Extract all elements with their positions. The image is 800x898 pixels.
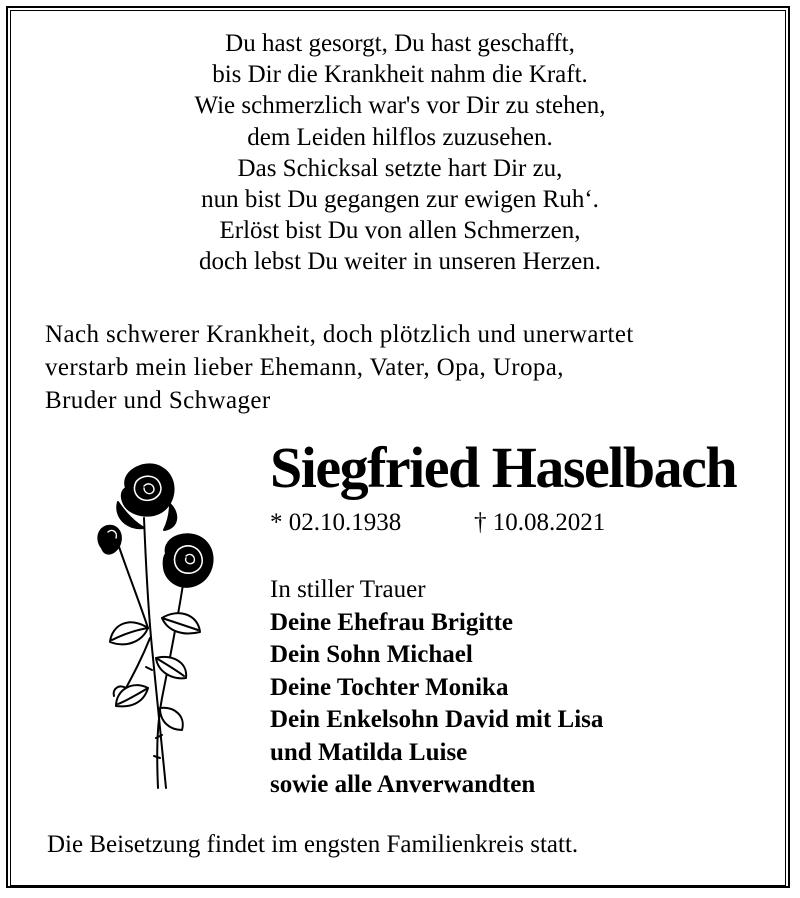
intro-line: verstarb mein lieber Ehemann, Vater, Opa, Uropa,	[45, 354, 564, 381]
deceased-name: Siegfried Haselbach	[270, 435, 737, 500]
poem-line: Das Schicksal setzte hart Dir zu,	[237, 154, 563, 182]
burial-notice: Die Beisetzung findet im engsten Familienkreis statt.	[47, 831, 579, 858]
poem-line: doch lebst Du weiter in unseren Herzen.	[199, 248, 601, 276]
mourner-line: Deine Ehefrau Brigitte	[270, 608, 514, 636]
intro-text	[45, 318, 785, 417]
life-dates	[270, 508, 606, 538]
mourner-line: Dein Enkelsohn David mit Lisa	[270, 706, 604, 733]
death-date: † 10.08.2021	[474, 509, 606, 536]
mourners-heading: In stiller Trauer	[270, 576, 426, 603]
birth-date: * 02.10.1938	[270, 509, 402, 536]
mourner-line: und Matilda Luise	[270, 738, 468, 766]
mourner-line: Dein Sohn Michael	[270, 641, 473, 668]
poem-line: Du hast gesorgt, Du hast geschafft,	[225, 30, 575, 57]
intro-line: Bruder und Schwager	[45, 387, 271, 414]
poem	[0, 28, 800, 278]
poem-line: nun bist Du gegangen zur ewigen Ruh‘.	[201, 186, 599, 214]
mourner-line: Deine Tochter Monika	[270, 673, 509, 701]
rose-icon	[86, 458, 226, 798]
poem-line: dem Leiden hilflos zuzusehen.	[247, 123, 553, 151]
intro-line: Nach schwerer Krankheit, doch plötzlich und unerwartet	[45, 321, 634, 348]
poem-line: bis Dir die Krankheit nahm die Kraft.	[212, 61, 588, 89]
poem-line: Erlöst bist Du von allen Schmerzen,	[219, 217, 581, 245]
mourners-block	[270, 574, 603, 802]
mourner-line: sowie alle Anverwandten	[270, 771, 536, 798]
poem-line: Wie schmerzlich war's vor Dir zu stehen,	[194, 92, 606, 120]
